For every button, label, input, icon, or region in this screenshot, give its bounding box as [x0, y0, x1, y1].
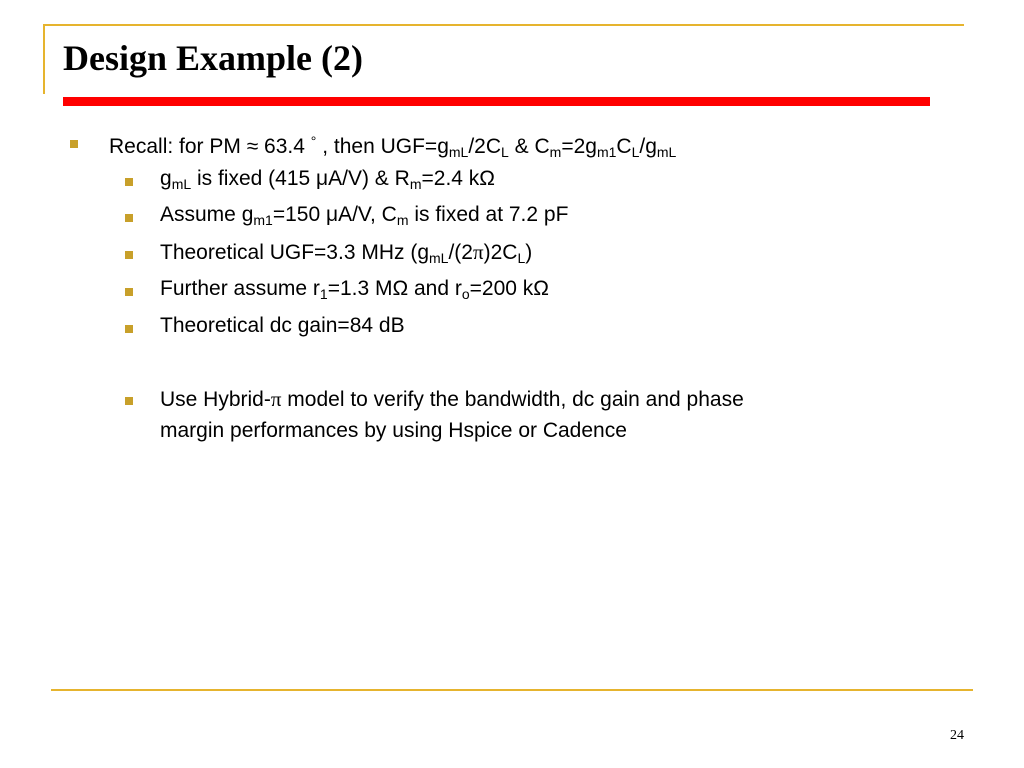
bullet-gml-fixed: $g_{mL}$ is fixed (415 μA/V) & $R_m=2.4$ kΩ — [160, 167, 495, 192]
bullet-marker — [70, 140, 78, 148]
bullet-recall: Recall: for PM ≈ 63.4 ° , then $UGF=g_{mL}/2C_L$ & $C_m=2g_{m1}C_L/g_{mL}$ — [109, 133, 677, 160]
bullet-further-assume: Further assume $r_1=1.3$ MΩ and $r_o=200$ kΩ — [160, 277, 550, 302]
bullet-theoretical-ugf: Theoretical UGF=3.3 MHz $(g_{mL}/(2\pi)2C_L)$ — [160, 240, 533, 266]
page-number: 24 — [950, 728, 964, 743]
slide-title: Design Example (2) — [63, 38, 363, 78]
bullet-assume-gm1: Assume $g_{m1}=150$ μA/V, $C_m$ is fixed at 7.2 pF — [160, 203, 569, 228]
footer-rule — [51, 689, 973, 691]
bullet-marker — [125, 397, 133, 405]
bullet-marker — [125, 214, 133, 222]
title-underline-bar — [63, 97, 930, 106]
bullet-hybrid-pi-line-1: Use Hybrid-π model to verify the bandwidth, dc gain and phase — [160, 387, 744, 411]
bullet-marker — [125, 251, 133, 259]
bullet-marker — [125, 178, 133, 186]
bullet-hybrid-pi-line-2: margin performances by using Hspice or Cadence — [160, 419, 627, 442]
frame-left-rule — [43, 24, 45, 94]
frame-top-rule — [43, 24, 964, 26]
bullet-marker — [125, 325, 133, 333]
bullet-marker — [125, 288, 133, 296]
bullet-theoretical-dc-gain: Theoretical dc gain=84 dB — [160, 314, 405, 337]
